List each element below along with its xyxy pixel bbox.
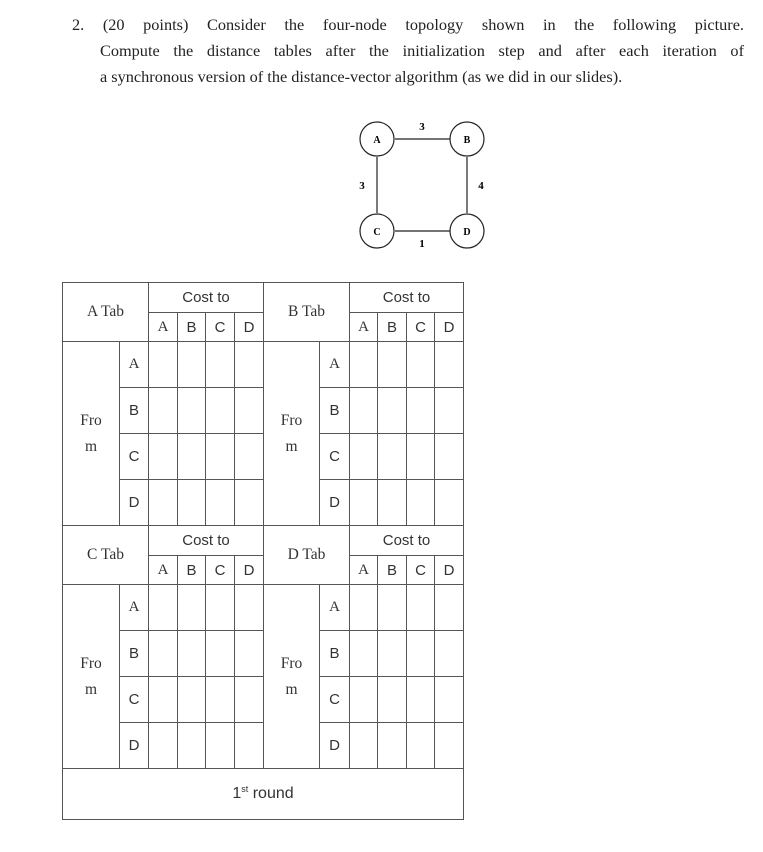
d-tab-col-header: C <box>407 556 435 585</box>
d-tab-cell[interactable] <box>407 631 435 677</box>
a-tab-col-header: A <box>149 313 178 342</box>
b-tab-row-header: A <box>320 342 350 388</box>
a-tab-cell[interactable] <box>206 388 235 434</box>
b-tab-cell[interactable] <box>407 480 435 526</box>
c-tab-row-header: A <box>120 585 149 631</box>
a-tab-row-header: D <box>120 480 149 526</box>
b-tab-row-header: B <box>320 388 350 434</box>
c-tab-cell[interactable] <box>149 677 178 723</box>
a-tab-from-part2: m <box>84 437 98 455</box>
distance-tables <box>62 282 464 820</box>
a-tab-cell[interactable] <box>149 434 178 480</box>
c-tab-col-header: A <box>149 556 178 585</box>
node-c-label: C <box>373 227 381 238</box>
a-tab-row-header: A <box>120 342 149 388</box>
b-tab-from-label <box>264 342 320 526</box>
b-tab-cell[interactable] <box>435 342 464 388</box>
a-tab-cell[interactable] <box>206 434 235 480</box>
d-tab-cell[interactable] <box>435 677 464 723</box>
c-tab-from-label <box>63 585 120 769</box>
d-tab-row-header: B <box>320 631 350 677</box>
c-tab-from-part2: m <box>84 680 98 698</box>
b-tab-from-part2: m <box>285 437 298 455</box>
c-tab-col-header: C <box>206 556 235 585</box>
d-tab-cell[interactable] <box>350 677 378 723</box>
a-tab-cell[interactable] <box>149 342 178 388</box>
round-text: round <box>248 785 294 802</box>
c-tab-row-header: D <box>120 723 149 769</box>
a-tab-cell[interactable] <box>178 434 206 480</box>
a-tab-col-header: B <box>178 313 206 342</box>
d-tab-row-header: D <box>320 723 350 769</box>
c-tab-cell[interactable] <box>206 723 235 769</box>
c-tab-cell[interactable] <box>178 677 206 723</box>
b-tab-col-header: A <box>350 313 378 342</box>
d-tab-cell[interactable] <box>407 677 435 723</box>
d-tab-cell[interactable] <box>407 723 435 769</box>
a-tab-from-label <box>63 342 120 526</box>
c-tab-cell[interactable] <box>149 631 178 677</box>
d-tab-col-header: A <box>350 556 378 585</box>
b-tab-from-part1: Fro <box>280 411 303 429</box>
a-tab-cell[interactable] <box>149 480 178 526</box>
a-tab-from-part1: Fro <box>80 411 102 429</box>
question-text <box>72 12 744 90</box>
node-b-label: B <box>463 135 471 146</box>
d-tab-cell[interactable] <box>350 631 378 677</box>
d-tab-cell[interactable] <box>407 585 435 631</box>
c-tab-cell[interactable] <box>178 631 206 677</box>
d-tab-title: D Tab <box>264 526 350 585</box>
b-tab-cell[interactable] <box>378 342 407 388</box>
b-tab-cell[interactable] <box>378 480 407 526</box>
d-tab-from-part2: m <box>285 680 298 698</box>
d-tab-col-header: D <box>435 556 464 585</box>
cost-c-d: 1 <box>419 238 425 250</box>
c-tab-cell[interactable] <box>235 677 264 723</box>
b-tab-cell[interactable] <box>435 434 464 480</box>
a-tab-title: A Tab <box>63 283 149 342</box>
d-tab-cell[interactable] <box>378 723 407 769</box>
round-number: 1 <box>232 785 242 802</box>
a-tab-cell[interactable] <box>178 342 206 388</box>
b-tab-col-header: C <box>407 313 435 342</box>
d-tab-cell[interactable] <box>350 723 378 769</box>
b-tab-cell[interactable] <box>378 388 407 434</box>
a-tab-cell[interactable] <box>235 342 264 388</box>
b-tab-col-header: B <box>378 313 407 342</box>
a-tab-cell[interactable] <box>178 480 206 526</box>
c-tab-row-header: C <box>120 677 149 723</box>
b-tab-cell[interactable] <box>350 480 378 526</box>
d-tab-cell[interactable] <box>378 631 407 677</box>
c-tab-cell[interactable] <box>206 585 235 631</box>
a-tab-cell[interactable] <box>235 388 264 434</box>
question-line-1: 2. (20 points) Consider the four-node topology shown in the following picture. <box>72 15 744 34</box>
cost-b-d: 4 <box>478 180 484 192</box>
node-b <box>450 122 484 156</box>
c-tab-col-header: B <box>178 556 206 585</box>
d-tab-cost-to-label: Cost to <box>350 526 464 556</box>
cost-a-b: 3 <box>419 121 425 133</box>
d-tab-from-part1: Fro <box>280 654 303 672</box>
question-line-2: Compute the distance tables after the initialization step and after each iteration of <box>100 41 744 60</box>
b-tab-row-header: D <box>320 480 350 526</box>
b-tab-cell[interactable] <box>407 342 435 388</box>
d-tab-cell[interactable] <box>435 631 464 677</box>
b-tab-cell[interactable] <box>407 388 435 434</box>
a-tab-cell[interactable] <box>235 434 264 480</box>
round-suffix: st <box>241 784 249 794</box>
c-tab-col-header: D <box>235 556 264 585</box>
node-a-label: A <box>373 135 381 146</box>
b-tab-cell[interactable] <box>350 434 378 480</box>
b-tab-cell[interactable] <box>350 388 378 434</box>
node-d <box>450 214 484 248</box>
c-tab-cell[interactable] <box>149 585 178 631</box>
c-tab-cell[interactable] <box>206 631 235 677</box>
d-tab-cell[interactable] <box>378 677 407 723</box>
b-tab-cell[interactable] <box>378 434 407 480</box>
b-tab-cost-to-label: Cost to <box>350 283 464 313</box>
a-tab-row-header: B <box>120 388 149 434</box>
a-tab-cell[interactable] <box>178 388 206 434</box>
a-tab-col-header: C <box>206 313 235 342</box>
d-tab-cell[interactable] <box>350 585 378 631</box>
a-tab-cell[interactable] <box>206 480 235 526</box>
d-tab-cell[interactable] <box>435 585 464 631</box>
question-line-3: a synchronous version of the distance-vector algorithm (as we did in our slides). <box>100 67 623 86</box>
c-tab-row-header: B <box>120 631 149 677</box>
b-tab-cell[interactable] <box>435 480 464 526</box>
round-label <box>63 769 464 820</box>
c-tab-cell[interactable] <box>178 723 206 769</box>
b-tab-cell[interactable] <box>407 434 435 480</box>
b-tab-cell[interactable] <box>350 342 378 388</box>
node-d-label: D <box>463 227 471 238</box>
a-tab-col-header: D <box>235 313 264 342</box>
d-tab-from-label <box>264 585 320 769</box>
d-tab-row-header: A <box>320 585 350 631</box>
c-tab-cell[interactable] <box>206 677 235 723</box>
d-tab-col-header: B <box>378 556 407 585</box>
a-tab-cell[interactable] <box>235 480 264 526</box>
a-tab-cell[interactable] <box>206 342 235 388</box>
cost-a-c: 3 <box>359 180 365 192</box>
d-tab-cell[interactable] <box>435 723 464 769</box>
c-tab-cell[interactable] <box>149 723 178 769</box>
a-tab-cell[interactable] <box>149 388 178 434</box>
d-tab-row-header: C <box>320 677 350 723</box>
d-tab-cell[interactable] <box>378 585 407 631</box>
c-tab-cost-to-label: Cost to <box>149 526 264 556</box>
topology-diagram <box>340 110 500 260</box>
c-tab-cell[interactable] <box>235 631 264 677</box>
c-tab-cell[interactable] <box>235 723 264 769</box>
c-tab-cell[interactable] <box>178 585 206 631</box>
b-tab-row-header: C <box>320 434 350 480</box>
a-tab-cost-to-label: Cost to <box>149 283 264 313</box>
b-tab-cell[interactable] <box>435 388 464 434</box>
b-tab-title: B Tab <box>264 283 350 342</box>
c-tab-cell[interactable] <box>235 585 264 631</box>
b-tab-col-header: D <box>435 313 464 342</box>
a-tab-row-header: C <box>120 434 149 480</box>
node-a <box>360 122 394 156</box>
c-tab-from-part1: Fro <box>80 654 102 672</box>
c-tab-title: C Tab <box>63 526 149 585</box>
node-c <box>360 214 394 248</box>
